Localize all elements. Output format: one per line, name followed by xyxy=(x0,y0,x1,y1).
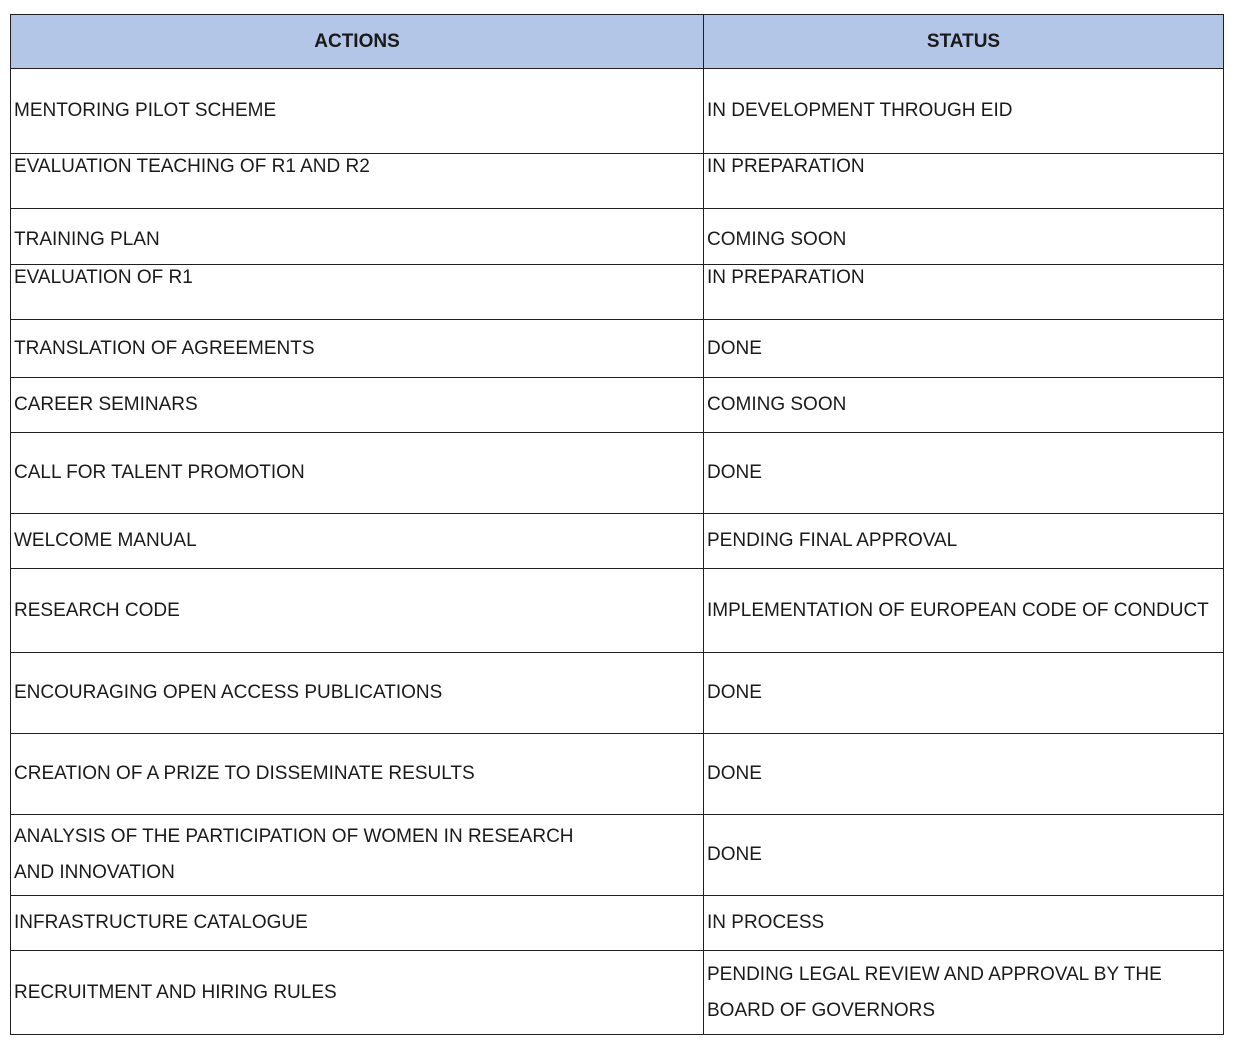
table-row xyxy=(11,734,1224,815)
status-cell: IN PREPARATION xyxy=(704,265,1224,320)
table-row xyxy=(11,951,1224,1035)
header-actions: ACTIONS xyxy=(11,15,704,69)
action-cell: WELCOME MANUAL xyxy=(11,514,704,569)
table-row xyxy=(11,265,1224,320)
action-cell: CALL FOR TALENT PROMOTION xyxy=(11,433,704,514)
table-row xyxy=(11,514,1224,569)
status-cell: PENDING FINAL APPROVAL xyxy=(704,514,1224,569)
status-cell: COMING SOON xyxy=(704,209,1224,265)
action-cell: CREATION OF A PRIZE TO DISSEMINATE RESULTS xyxy=(11,734,704,815)
actions-status-table xyxy=(10,14,1224,1035)
action-cell: EVALUATION TEACHING OF R1 AND R2 xyxy=(11,154,704,209)
action-cell: RESEARCH CODE xyxy=(11,569,704,653)
status-cell: IN DEVELOPMENT THROUGH EID xyxy=(704,69,1224,154)
header-status: STATUS xyxy=(704,15,1224,69)
table-row xyxy=(11,569,1224,653)
table-row xyxy=(11,815,1224,896)
action-cell: MENTORING PILOT SCHEME xyxy=(11,69,704,154)
status-cell: IMPLEMENTATION OF EUROPEAN CODE OF CONDUCT xyxy=(704,569,1224,653)
table-header-row xyxy=(11,15,1224,69)
action-cell: TRANSLATION OF AGREEMENTS xyxy=(11,320,704,378)
status-cell: IN PROCESS xyxy=(704,896,1224,951)
actions-status-table-container xyxy=(10,14,1223,1035)
action-cell: ANALYSIS OF THE PARTICIPATION OF WOMEN IN RESEARCH AND INNOVATION xyxy=(11,815,704,896)
status-cell: COMING SOON xyxy=(704,378,1224,433)
status-cell: PENDING LEGAL REVIEW AND APPROVAL BY THE BOARD OF GOVERNORS xyxy=(704,951,1224,1035)
status-cell: DONE xyxy=(704,320,1224,378)
status-cell: IN PREPARATION xyxy=(704,154,1224,209)
action-cell: TRAINING PLAN xyxy=(11,209,704,265)
action-cell: INFRASTRUCTURE CATALOGUE xyxy=(11,896,704,951)
table-row xyxy=(11,653,1224,734)
action-cell: RECRUITMENT AND HIRING RULES xyxy=(11,951,704,1035)
status-cell: DONE xyxy=(704,653,1224,734)
status-cell: DONE xyxy=(704,815,1224,896)
status-cell: DONE xyxy=(704,433,1224,514)
action-cell: CAREER SEMINARS xyxy=(11,378,704,433)
table-row xyxy=(11,896,1224,951)
table-row xyxy=(11,320,1224,378)
table-row xyxy=(11,69,1224,154)
status-cell: DONE xyxy=(704,734,1224,815)
action-cell: ENCOURAGING OPEN ACCESS PUBLICATIONS xyxy=(11,653,704,734)
table-row xyxy=(11,209,1224,265)
table-row xyxy=(11,378,1224,433)
table-row xyxy=(11,433,1224,514)
action-cell: EVALUATION OF R1 xyxy=(11,265,704,320)
table-row xyxy=(11,154,1224,209)
